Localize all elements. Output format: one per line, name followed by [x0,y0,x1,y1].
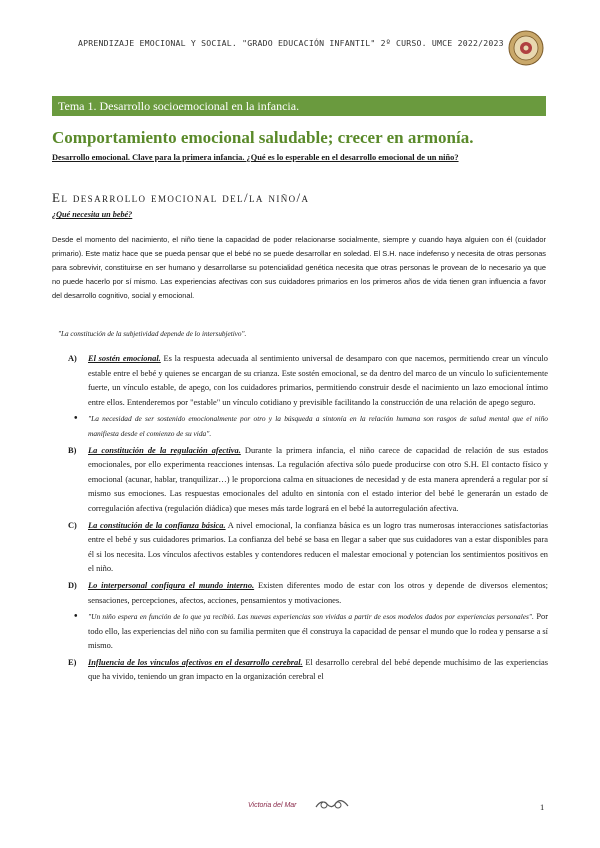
item-lead: El sostén emocional. [88,354,161,363]
question-heading: ¿Qué necesita un bebé? [52,210,133,219]
item-lead: La constitución de la regulación afectiva. [88,445,241,455]
page-number: 1 [540,802,545,812]
list-item [62,579,548,608]
university-seal-icon [508,30,544,66]
intro-paragraph: Desde el momento del nacimiento, el niño tiene la capacidad de poder relacionarse socialmente, siempre y cuando haya alguien con él (cuidador primario). Este matiz hace que se pueda pensar que el bebé no se puede desarrollar en soledad. El S.H. nace indefenso y necesita de otras personas para sobrevivir, constituirse en ser humano y desarrollarse su potencialidad genética necesita que otras personas le provean de lo necesario ya que no puede hacerlo por sí mismo. Las experiencias afectivas con sus cuidadores primarios en los primeros años de vida tienen gran influencia a favor del desarrollo cognitivo, social y emocional. [52,235,546,300]
item-text: Es la respuesta adecuada al sentimiento universal de desamparo con que nacemos, permitiendo crear un vínculo estable entre el bebé y quienes se encargan de su crianza. Este sostén emocional, se da dentro del marco de un vínculo lo suficientemente fuerte, un vínculo estable, de apego, con los cuidadores primarios, permitiendo construir desde el nacimiento un lazo emocional íntimo entre ellos. Entenderemos por "estable" un vínculo cotidiano y previsible facilitando la construcción de una relación de apego seguro. [88,354,548,407]
item-text: Existen diferentes modo de estar con los otros y depende de diversos elementos; sensaciones, percepciones, afectos, acciones, pensamientos y motivaciones. [88,580,548,605]
list-item [62,610,548,654]
item-list [62,352,548,685]
item-text: El desarrollo cerebral del bebé depende muchísimo de las experiencias que ha vivido, teniendo un gran impacto en la organización cerebral el [88,657,548,682]
topic-bar: Tema 1. Desarrollo socioemocional en la infancia. [52,96,546,116]
list-item [62,444,548,517]
item-marker: B) [68,445,77,455]
item-lead: La constitución de la confianza básica. [88,520,226,530]
item-text: Por todo ello, las experiencias del niño con su familia permiten que él construya la capacidad de pensar el mundo que lo rodea y pensarse a sí mismo. [88,612,548,651]
item-quote: "La necesidad de ser sostenido emocionalmente por otro y la búsqueda a sintonía en la relación humana son rasgos de salud mental que el niño manifiesta desde el comienzo de su vida". [88,414,548,438]
item-lead: Influencia de los vínculos afectivos en el desarrollo cerebral. [88,657,303,667]
quote: "La constitución de la subjetividad depende de lo intersubjetivo". [58,330,247,338]
item-text: A nivel emocional, la confianza básica es un logro tras numerosas interacciones satisfactorias entre el bebé y sus cuidadores primarios. La confianza del bebé se basa en llegar a saber que sus cuidadores van a estar disponibles para él si los necesita. Los vínculos afectivos estables y contendores reducen el malestar emocional y potencian los sentimientos positivos en el niño. [88,520,548,574]
footer-author: Victoria del Mar [248,802,297,809]
item-quote: "Un niño espera en función de lo que ya recibió. Las nuevas experiencias son vividas a partir de esos modelos dados por experiencias personales". [88,612,534,622]
subtitle: Desarrollo emocional. Clave para la primera infancia. ¿Qué es lo esperable en el desarrollo emocional de un niño? [52,153,459,162]
item-marker: D) [68,580,77,590]
bullet-marker: • [74,611,78,623]
list-item [62,412,548,441]
item-lead: Lo interpersonal configura el mundo interno. [88,580,255,590]
list-item [62,519,548,577]
item-text: Durante la primera infancia, el niño carece de capacidad de relación de sus estados emocionales, por ello experimenta reacciones intensas. La regulación afectiva sólo puede producirse con otro S.H. El contacto físico y emocional (acunar, hablar, tranquilizar…) le proporciona calma en situaciones de necesidad y de esta manera aprenderá a regular por sí mismo sus emociones. Las respuestas emocionales del adulto en sintonía con el estado interior del bebé le generarán un estado de corregulación afectiva (regulación diádica) que meses más tarde logrará en el bebé la autorregulación afectiva. [88,445,548,513]
item-marker: E) [68,657,77,667]
item-marker: C) [68,520,77,530]
item-marker: A) [68,354,77,363]
section-heading: El desarrollo emocional del/la niño/a [52,190,310,205]
list-item [62,656,548,685]
page-title: Comportamiento emocional saludable; crecer en armonía. [52,128,474,147]
footer-logo-icon [314,796,350,810]
running-header: APRENDIZAJE EMOCIONAL Y SOCIAL. "GRADO EDUCACIÓN INFANTIL" 2º CURSO. UMCE 2022/2023 [78,38,504,48]
bullet-marker: • [74,413,78,425]
list-item [62,352,548,410]
